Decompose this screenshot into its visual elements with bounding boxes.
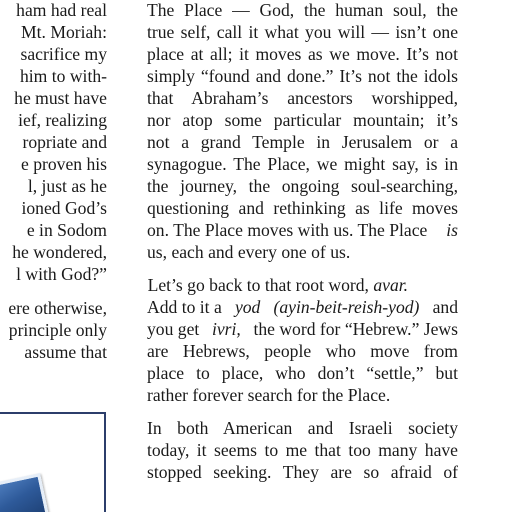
body-line <box>147 219 458 241</box>
body-line: The Place — God, the human soul, the <box>147 0 458 20</box>
left-line: ioned God’s <box>21 198 107 218</box>
left-line: ropriate and <box>22 132 107 152</box>
body-line: stopped seeking. They are so afraid of <box>147 462 458 482</box>
left-line: l, just as he <box>27 176 107 196</box>
body-line <box>147 274 458 296</box>
emphasis-text: avar. <box>373 275 409 295</box>
body-text: the word for “Hebrew.” Jews <box>253 319 458 339</box>
body-line: place to place, who don’t “settle,” but <box>147 363 458 383</box>
body-line: true self, call it what you will — isn’t one <box>147 22 458 42</box>
body-line: synagogue. The Place, we might say, is in <box>147 154 458 174</box>
left-line: e proven his <box>21 154 107 174</box>
body-text: you get <box>147 319 200 339</box>
body-line: that Abraham’s ancestors worshipped, <box>147 88 458 108</box>
left-line: ere otherwise, <box>8 298 107 318</box>
body-line: nor atop some particular mountain; it’s <box>147 110 458 130</box>
emphasis-text: (ayin-beit-reish-yod) <box>273 297 420 317</box>
body-line: us, each and every one of us. <box>147 242 351 262</box>
left-line: sacrifice my <box>20 44 107 64</box>
left-line: he wondered, <box>12 242 107 262</box>
body-text: Let’s go back to that root word, <box>147 275 369 295</box>
body-line: In both American and Israeli society <box>147 418 458 438</box>
left-line: he must have <box>14 88 107 108</box>
body-text: Add to it a <box>147 297 222 317</box>
left-line: ham had real <box>16 0 107 20</box>
body-text: on. The Place moves with us. The Place <box>147 220 428 240</box>
left-line: principle only <box>8 320 107 340</box>
emphasis-text: is <box>446 220 458 240</box>
emphasis-text: ivri, <box>211 319 241 339</box>
body-line <box>147 296 458 318</box>
left-line: l with God?” <box>16 264 107 284</box>
body-line: are Hebrews, people who move from <box>147 341 458 361</box>
body-line <box>147 318 458 340</box>
left-line: assume that <box>24 342 107 362</box>
left-line: e in Sodom <box>26 220 107 240</box>
left-line: ief, realizing <box>18 110 107 130</box>
body-line: simply “found and done.” It’s not the idols <box>147 66 458 86</box>
body-line: questioning and rethinking as life moves <box>147 198 458 218</box>
body-line: rather forever search for the Place. <box>147 385 391 405</box>
body-line: not a grand Temple in Jerusalem or a <box>147 132 458 152</box>
body-text: and <box>432 297 458 317</box>
body-line: today, it seems to me that too many have <box>147 440 458 460</box>
emphasis-text: yod <box>234 297 261 317</box>
body-line: the journey, the ongoing soul-searching, <box>147 176 458 196</box>
left-line: him to with- <box>20 66 107 86</box>
body-line: place at all; it moves as we move. It’s not <box>147 44 458 64</box>
left-line: Mt. Moriah: <box>20 22 107 42</box>
